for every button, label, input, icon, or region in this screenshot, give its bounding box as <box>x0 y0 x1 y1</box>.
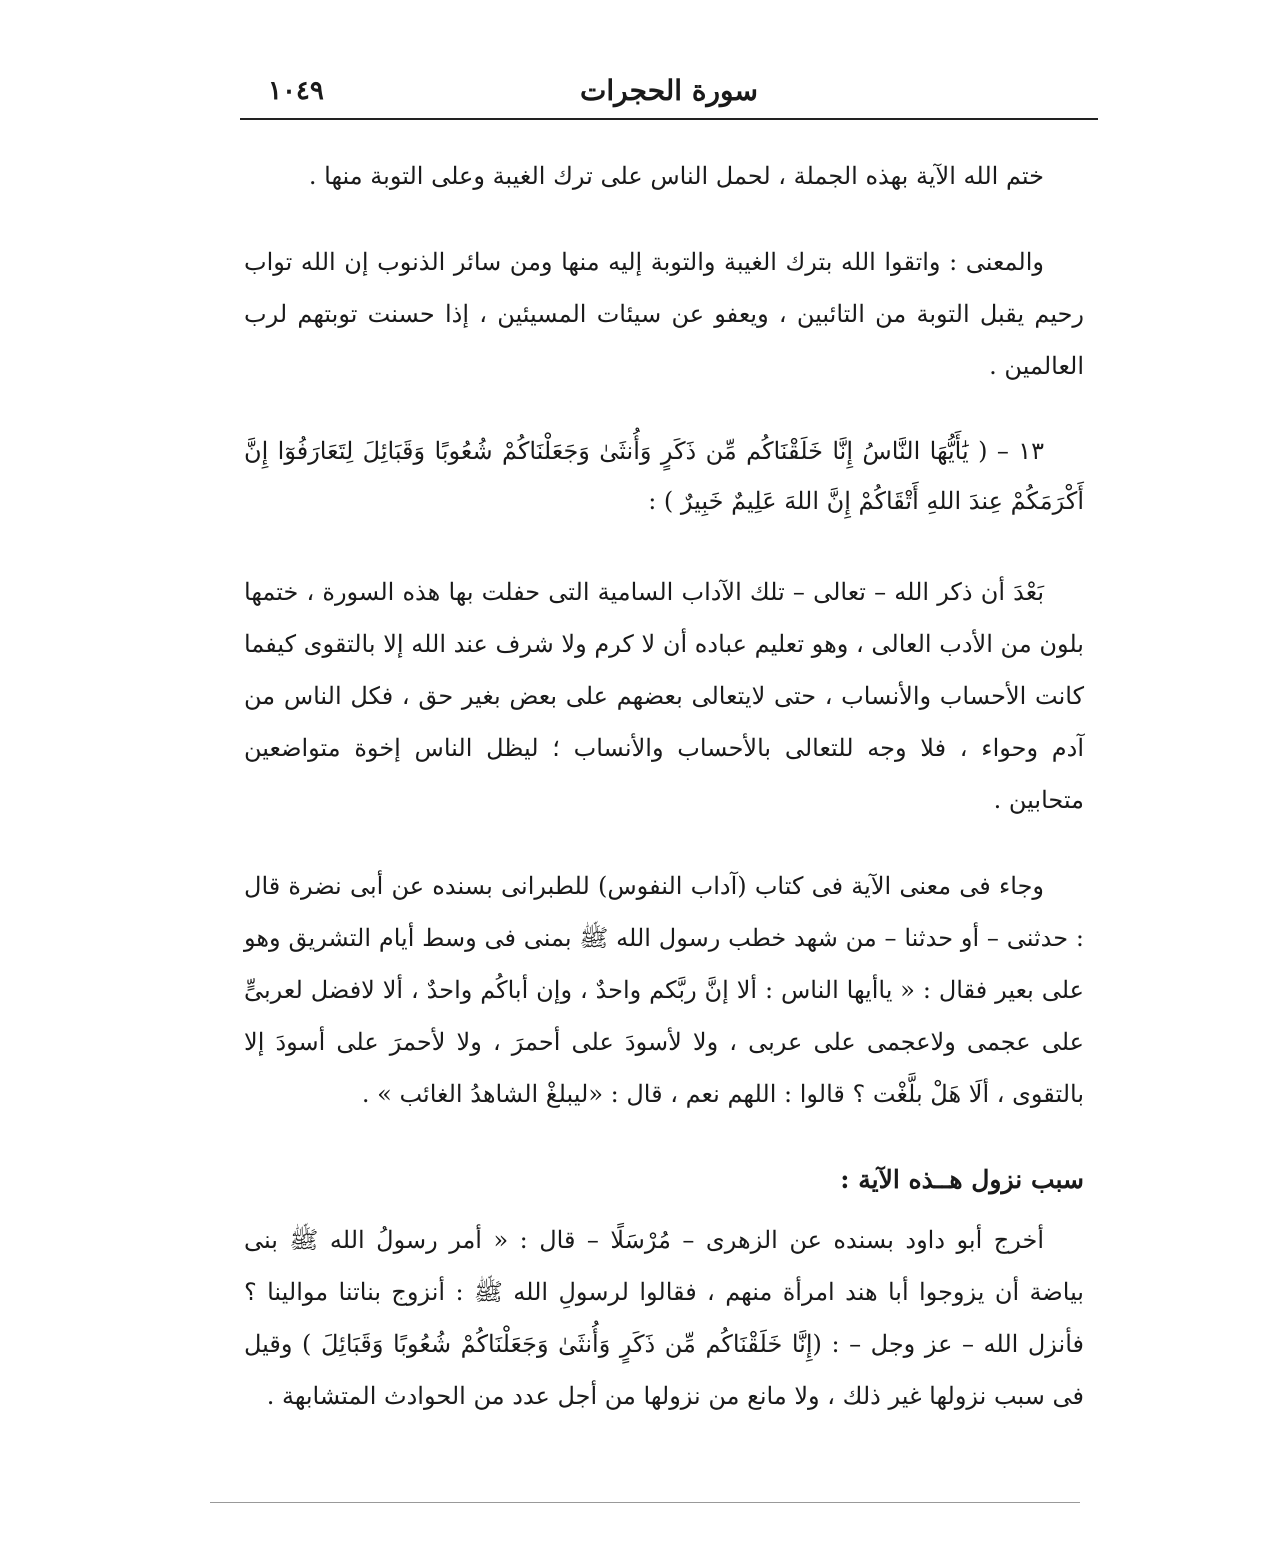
running-header <box>240 74 1098 120</box>
paragraph-5: أخرج أبو داود بسنده عن الزهرى – مُرْسَلًا – قال : « أمر رسولُ الله ﷺ بنى بياضة أن يزوجوا أبا هند امرأة منهم ، فقالوا لرسولِ الله ﷺ : أنزوج بناتنا موالينا ؟ فأنزل الله – عز وجل – : (إِنَّا خَلَقْنَاكُم مِّن ذَكَرٍ وَأُنثَىٰ وَجَعَلْنَاكُمْ شُعُوبًا وَقَبَائِلَ ) وقيل فى سبب نزولها غير ذلك ، ولا مانع من نزولها من أجل عدد من الحوادث المتشابهة . <box>244 1226 1084 1410</box>
surah-title: سورة الحجرات <box>580 74 758 107</box>
paragraph-2: والمعنى : واتقوا الله بترك الغيبة والتوبة إليه منها ومن سائر الذنوب إن الله تواب رحيم يقبل التوبة من التائبين ، ويعفو عن سيئات المسيئين ، إذا حسنت توبتهم لرب العالمين . <box>244 248 1084 380</box>
paragraph-4: وجاء فى معنى الآية فى كتاب (آداب النفوس) للطبرانى بسنده عن أبى نضرة قال : حدثنى – أو حدثنا – من شهد خطب رسول الله ﷺ بمنى فى وسط أيام التشريق وهو على بعير فقال : « ياأيها الناس : ألا إنَّ ربَّكم واحدٌ ، وإن أباكُم واحدٌ ، ألا لافضل لعربىٍّ على عجمى ولاعجمى على عربى ، ولا لأسودَ على أحمرَ ، ولا لأحمرَ على أسودَ إلا بالتقوى ، ألَا هَلْ بلَّغْت ؟ قالوا : اللهم نعم ، قال : «ليبلغْ الشاهدُ الغائب » . <box>244 872 1085 1108</box>
paragraph-3: بَعْدَ أن ذكر الله – تعالى – تلك الآداب السامية التى حفلت بها هذه السورة ، ختمها بلون من الأدب العالى ، وهو تعليم عباده أن لا كرم ولا شرف عند الله إلا بالتقوى كيفما كانت الأحساب والأنساب ، حتى لايتعالى بعضهم على بعض بغير حق ، فكل الناس من آدم وحواء ، فلا وجه للتعالى بالأحساب والأنساب ؛ ليظل الناس إخوة متواضعين متحابين . <box>244 578 1084 814</box>
section-heading: سبب نزول هــذه الآية : <box>840 1165 1084 1194</box>
footer-rule <box>210 1502 1080 1503</box>
page-number: ١٠٤٩ <box>268 76 324 106</box>
paragraph-1: ختم الله الآية بهذه الجملة ، لحمل الناس على ترك الغيبة وعلى التوبة منها . <box>308 162 1044 190</box>
body-text <box>244 150 1084 1456</box>
verse-13: ١٣ – ( يَٰأَيُّهَا النَّاسُ إِنَّا خَلَقْنَاكُم مِّن ذَكَرٍ وَأُنثَىٰ وَجَعَلْنَاكُمْ شُعُوبًا وَقَبَائِلَ لِتَعَارَفُوٓا إِنَّ أَكْرَمَكُمْ عِندَ اللهِ أَتْقَاكُمْ إِنَّ اللهَ عَلِيمٌ خَبِيرٌ ) : <box>244 437 1084 515</box>
